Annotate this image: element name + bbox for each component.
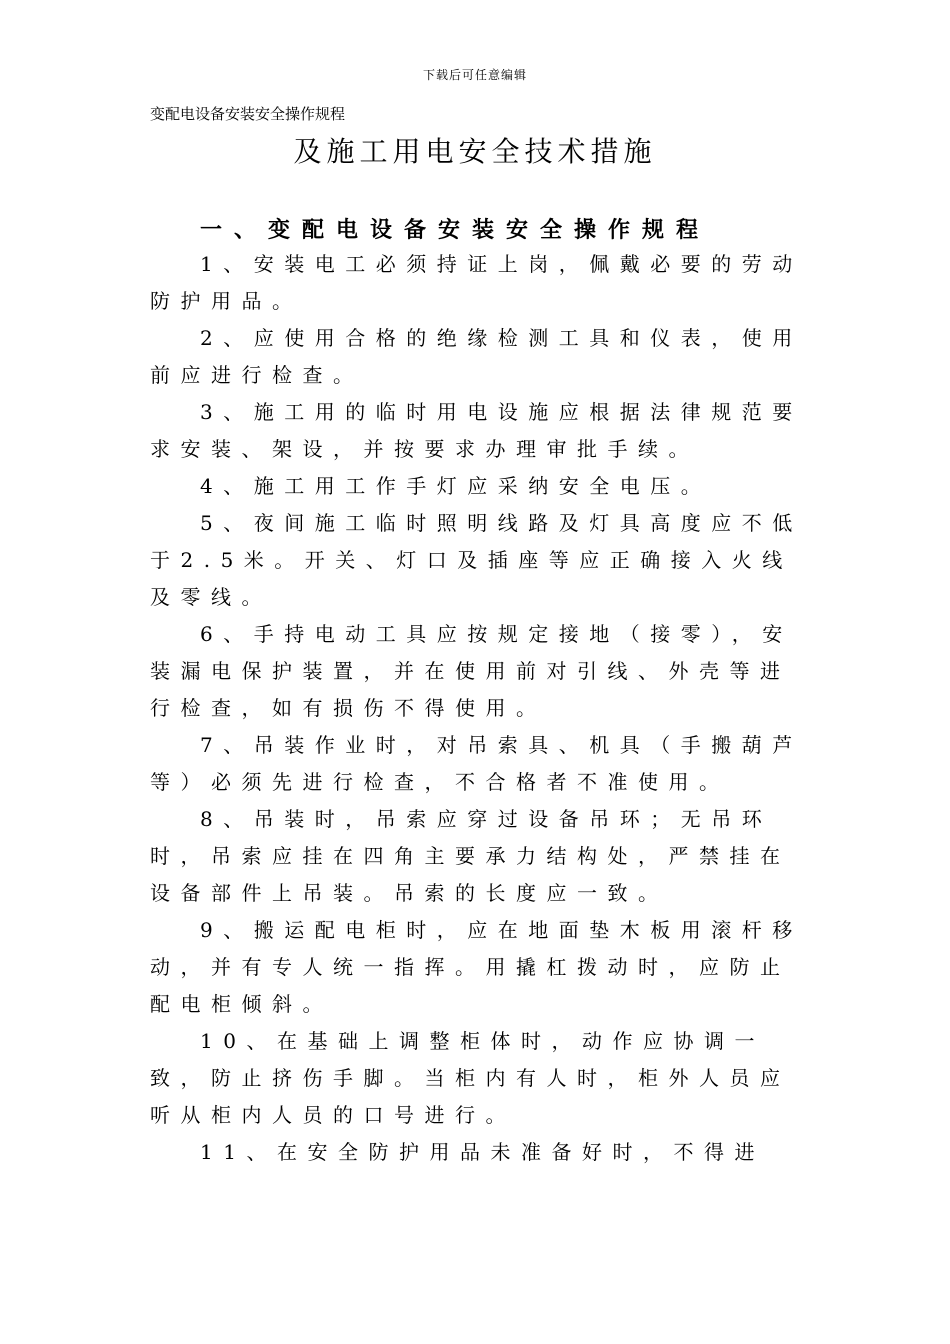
paragraph-4: 4、施工用工作手灯应采纳安全电压。 bbox=[200, 474, 712, 498]
header-note: 下载后可任意编辑 bbox=[422, 68, 527, 82]
paragraph-3: 3、施工用的临时用电设施应根据法律规范要求安装、架设，并按要求办理审批手续。 bbox=[150, 400, 803, 461]
paragraph-1: 1、安装电工必须持证上岗，佩戴必要的劳动防护用品。 bbox=[150, 252, 803, 313]
section-heading: 一、变配电设备安装安全操作规程 bbox=[200, 218, 711, 243]
paragraph-9: 9、搬运配电柜时，应在地面垫木板用滚杆移动，并有专人统一指挥。用撬杠拨动时，应防止配电柜倾斜。 bbox=[150, 918, 803, 1016]
document-body bbox=[150, 246, 810, 1171]
paragraph-2: 2、应使用合格的绝缘检测工具和仪表，使用前应进行检查。 bbox=[150, 326, 803, 387]
page-title: 及施工用电安全技术措施 bbox=[293, 135, 657, 168]
paragraph-11: 11、在安全防护用品未准备好时，不得进 bbox=[200, 1140, 765, 1164]
paragraph-5: 5、夜间施工临时照明线路及灯具高度应不低于2.5米。开关、灯口及插座等应正确接入火线及零线。 bbox=[150, 511, 803, 609]
paragraph-6: 6、手持电动工具应按规定接地（接零），安装漏电保护装置，并在使用前对引线、外壳等进行检查，如有损伤不得使用。 bbox=[150, 622, 793, 720]
paragraph-10: 10、在基础上调整柜体时，动作应协调一致，防止挤伤手脚。当柜内有人时，柜外人员应听从柜内人员的口号进行。 bbox=[150, 1029, 791, 1127]
paragraph-7: 7、吊装作业时，对吊索具、机具（手搬葫芦等）必须先进行检查，不合格者不准使用。 bbox=[150, 733, 803, 794]
pre-title: 变配电设备安装安全操作规程 bbox=[150, 105, 346, 123]
paragraph-8: 8、吊装时，吊索应穿过设备吊环；无吊环时，吊索应挂在四角主要承力结构处，严禁挂在设备部件上吊装。吊索的长度应一致。 bbox=[150, 807, 791, 905]
